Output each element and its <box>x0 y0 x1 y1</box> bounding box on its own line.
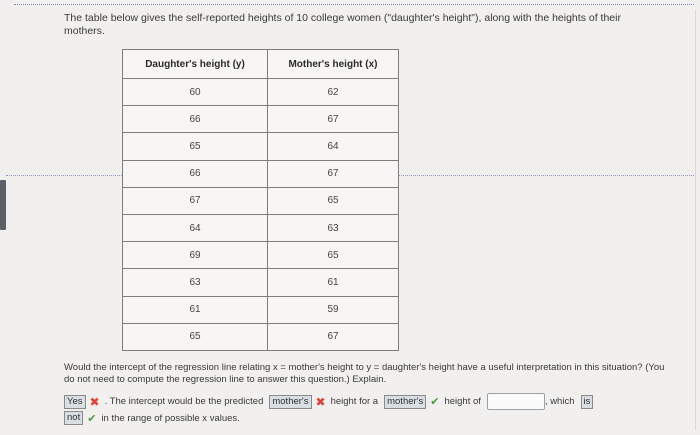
yes-no-dropdown[interactable]: Yes <box>64 395 86 409</box>
daughter-cell: 64 <box>123 214 268 241</box>
daughter-cell: 67 <box>123 187 268 214</box>
daughter-cell: 69 <box>123 242 268 269</box>
height-type-dropdown-2[interactable]: mother's <box>384 395 426 409</box>
answer-text-2: height for a <box>330 396 379 407</box>
table-row <box>123 214 399 241</box>
table-row <box>123 187 399 214</box>
table-row <box>123 242 399 269</box>
answer-text-3: height of <box>444 396 481 407</box>
heights-table-container <box>122 49 399 351</box>
mother-cell: 67 <box>268 106 399 133</box>
header-mother-height: Mother's height (x) <box>268 50 399 79</box>
answer-text-4: , which <box>544 396 575 407</box>
scroll-handle[interactable] <box>0 180 6 230</box>
header-daughter-height: Daughter's height (y) <box>123 50 268 79</box>
mother-cell: 63 <box>268 214 399 241</box>
height-type-dropdown-1[interactable]: mother's <box>269 395 311 409</box>
answer-text-5: in the range of possible x values. <box>101 412 240 424</box>
mother-cell: 62 <box>268 79 399 106</box>
mother-cell: 65 <box>268 242 399 269</box>
heights-table <box>122 49 399 351</box>
table-row <box>123 160 399 187</box>
intro-text: The table below gives the self-reported heights of 10 college women ("daughter's height"), along with the heights of their mothers. <box>64 12 621 37</box>
height-value-input[interactable] <box>487 393 545 410</box>
daughter-cell: 60 <box>123 79 268 106</box>
daughter-cell: 65 <box>123 323 268 350</box>
is-dropdown[interactable]: is <box>581 395 594 409</box>
answer-line-1 <box>64 393 593 410</box>
daughter-cell: 63 <box>123 269 268 296</box>
daughter-cell: 65 <box>123 133 268 160</box>
mother-cell: 59 <box>268 296 399 323</box>
check-mark-icon: ✔ <box>430 396 440 408</box>
daughter-cell: 66 <box>123 160 268 187</box>
table-row <box>123 79 399 106</box>
x-mark-icon: ✖ <box>89 394 100 409</box>
mother-cell: 65 <box>268 187 399 214</box>
table-row <box>123 269 399 296</box>
question-text: Would the intercept of the regression line relating x = mother's height to y = daughter's height have a useful interpretation in this situation? (You do not need to compute the regression line to answer this question.) Explain. <box>64 362 665 385</box>
table-header-row <box>123 50 399 79</box>
not-dropdown[interactable]: not <box>64 411 83 425</box>
check-mark-icon: ✔ <box>87 412 97 425</box>
mother-cell: 61 <box>268 269 399 296</box>
table-row <box>123 323 399 350</box>
x-mark-icon: ✖ <box>315 394 326 409</box>
mother-cell: 67 <box>268 323 399 350</box>
top-divider <box>14 4 694 5</box>
table-row <box>123 296 399 323</box>
answer-text-1: . The intercept would be the predicted <box>104 396 264 407</box>
mother-cell: 64 <box>268 133 399 160</box>
right-border <box>695 10 696 430</box>
daughter-cell: 61 <box>123 296 268 323</box>
table-row <box>123 133 399 160</box>
answer-line-2 <box>64 411 240 425</box>
daughter-cell: 66 <box>123 106 268 133</box>
mother-cell: 67 <box>268 160 399 187</box>
table-row <box>123 106 399 133</box>
